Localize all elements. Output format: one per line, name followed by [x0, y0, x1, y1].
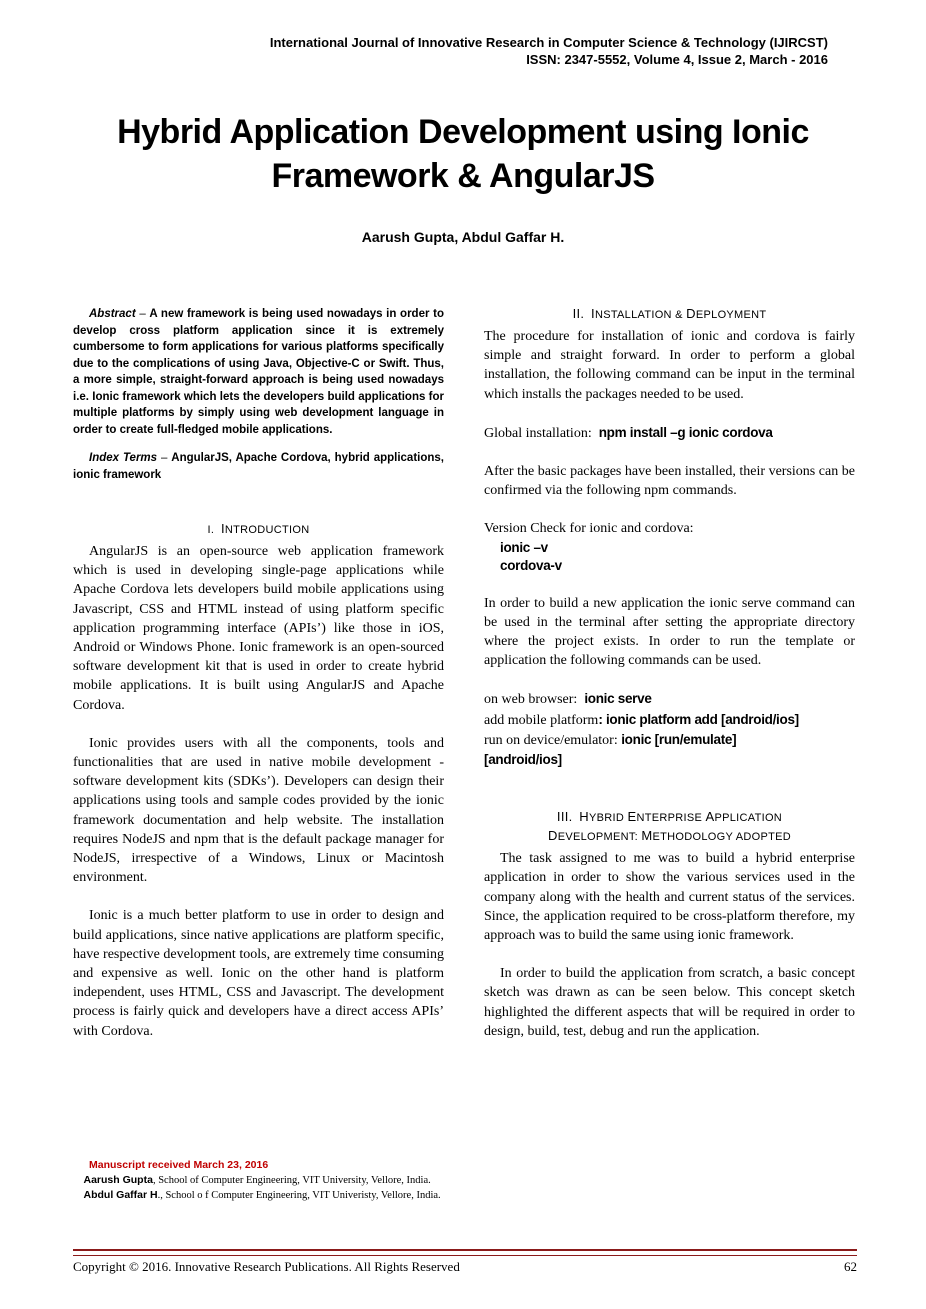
footnote-author-2: Abdul Gaffar H., School o f Computer Engineering, VIT Univeristy, Vellore, India. [83, 1189, 441, 1201]
install-paragraph-1: The procedure for installation of ionic and cordova is fairly simple and straight forward. In order to perform a global installation, the following command can be input in the terminal which installs the packages needed to be used. [484, 329, 855, 402]
install-paragraph-2: After the basic packages have been installed, their versions can be confirmed via the following npm commands. [484, 464, 855, 499]
section-heading-methodology: III. HYBRID ENTERPRISE APPLICATION DEVELOPMENT: METHODOLOGY ADOPTED [548, 809, 791, 844]
intro-paragraph-1: AngularJS is an open-source web application framework which is used in developing single-page applications while Apache Cordova lets developers build mobile applications using Javascript, CSS and HTML instead of using platform specific application programming interface (APIs’) like those in iOS, Android or Windows Phone. Ionic framework is an open-sourced software development kit that is used in order to create hybrid mobile applications. It is built using AngularJS and Apache Cordova. [73, 544, 444, 713]
intro-paragraph-2: Ionic provides users with all the components, tools and functionalities that are used in native mobile development - software development kits (SDKs’). Developers can design their applications using tools and sample codes provided by the ionic framework documentation and help website. The installation requires NodeJS and npm that is the default package manager for NodeJS, irrespective of a Windows, Linux or Macintosh environment. [73, 735, 444, 886]
copyright-text: Copyright © 2016. Innovative Research Publications. All Rights Reserved [73, 1259, 460, 1274]
version-cmd-cordova: cordova-v [500, 557, 562, 573]
version-cmd-ionic: ionic –v [500, 539, 548, 555]
section-heading-installation: II. INSTALLATION & DEPLOYMENT [572, 306, 767, 321]
journal-header [270, 34, 828, 68]
manuscript-received: Manuscript received March 23, 2016 [89, 1159, 269, 1171]
methodology-paragraph-1: The task assigned to me was to build a hybrid enterprise application in order to show the various services used in the company along with the health and current status of the services. Since, the application required to be cross-platform therefore, my approach was to build the same using ionic framework. [484, 851, 855, 944]
intro-paragraph-3: Ionic is a much better platform to use in order to design and build applications, since native applications are platform specific, have respective development tools, are extremely time consuming and expensive as well. Ionic on the other hand is platform independent, uses HTML, CSS and Javascript. The development process is fairly quick and developers have a direct access APIs’ with Cordova. [73, 908, 444, 1039]
right-column [484, 306, 855, 1041]
journal-issn: ISSN: 2347-5552, Volume 4, Issue 2, March - 2016 [526, 52, 828, 67]
abstract: Abstract – A new framework is being used nowadays in order to develop cross platform application since it is extremely cumbersome to form applications for various platforms specifically due to the complications of using Java, Objective-C or Swift. Thus, a more simple, straight-forward approach is being used nowadays i.e. Ionic framework which lets the developers build applications for multiple platforms by simply using web development language in order to create full-fledged mobile applications. [73, 308, 444, 436]
device-emulator-line: run on device/emulator: ionic [run/emulate] [android/ios] [484, 731, 737, 768]
web-browser-line: on web browser: ionic serve [484, 691, 652, 708]
left-column [73, 306, 444, 1041]
journal-name: International Journal of Innovative Research in Computer Science & Technology (IJIRCST) [269, 35, 828, 50]
index-terms: Index Terms – AngularJS, Apache Cordova, hybrid applications, ionic framework [73, 452, 444, 481]
install-paragraph-3: In order to build a new application the ionic serve command can be used in the terminal after setting the appropriate directory where the project exists. In order to run the template or application the following commands can be used. [484, 595, 855, 669]
paper-authors: Aarush Gupta, Abdul Gaffar H. [361, 229, 565, 245]
mobile-platform-line: add mobile platform: ionic platform add [android/ios] [484, 711, 799, 728]
section-heading-introduction: I. INTRODUCTION [207, 521, 310, 536]
page-number: 62 [844, 1259, 857, 1274]
footer-rule [73, 1249, 857, 1256]
footnote-author-1: Aarush Gupta, School of Computer Engineering, VIT University, Vellore, India. [83, 1173, 431, 1186]
methodology-paragraph-2: In order to build the application from scratch, a basic concept sketch was drawn as can be seen below. This concept sketch highlighted the different aspects that will be required in order to design, build, test, debug and run the application. [484, 966, 855, 1039]
footnotes [73, 1158, 444, 1204]
version-check-label: Version Check for ionic and cordova: [484, 521, 694, 537]
page-footer [73, 1259, 857, 1275]
global-install-line: Global installation: npm install –g ionic cordova [484, 424, 773, 441]
paper-title: Hybrid Application Development using Ionic Framework & AngularJS [117, 113, 809, 195]
